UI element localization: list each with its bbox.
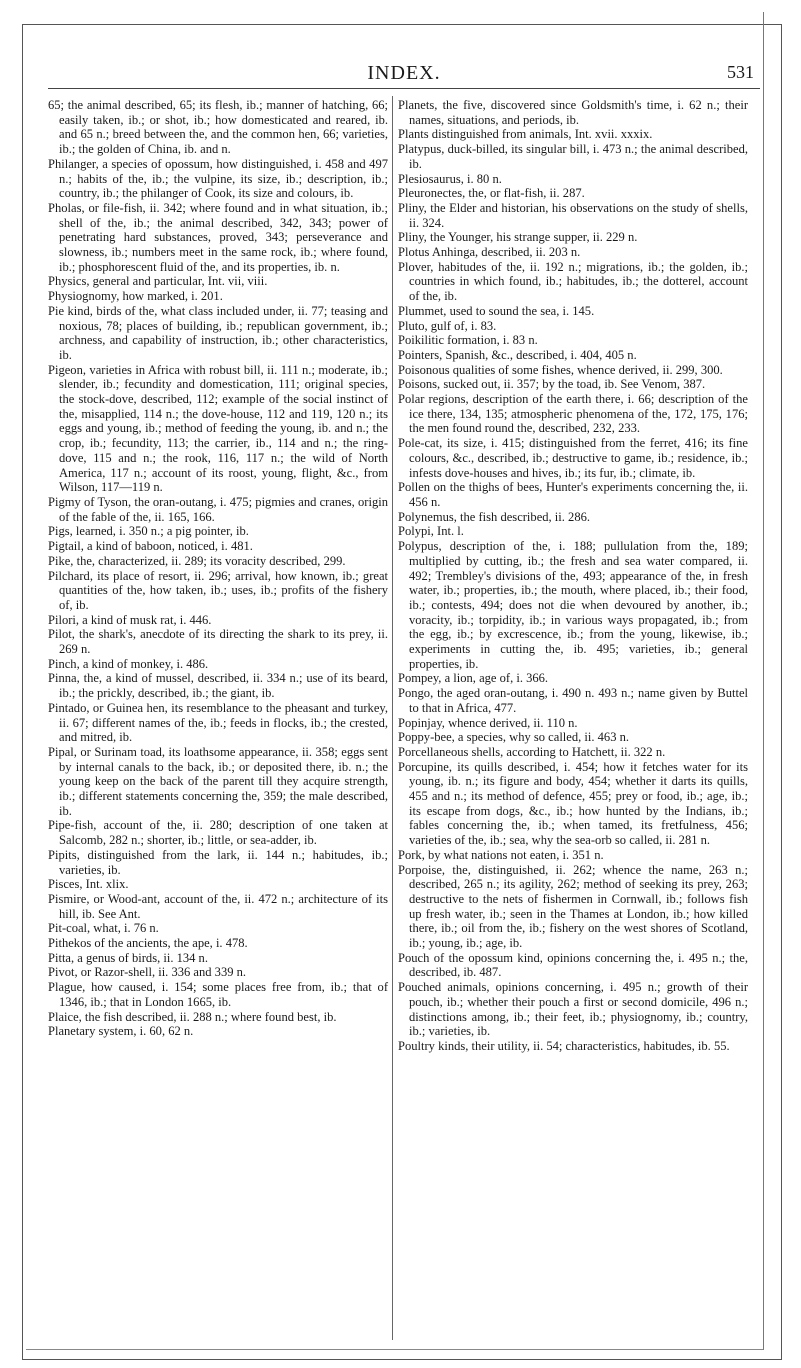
right-column	[398, 98, 748, 1054]
index-entry: Planets, the five, discovered since Goldsmith's time, i. 62 n.; their names, situations, and periods, ib.	[398, 98, 748, 127]
index-entry: Pithekos of the ancients, the ape, i. 478.	[48, 936, 248, 951]
index-entry: Poisons, sucked out, ii. 357; by the toad, ib. See Venom, 387.	[398, 377, 706, 392]
index-entry: Poikilitic formation, i. 83 n.	[398, 333, 538, 348]
index-entry: Pilori, a kind of musk rat, i. 446.	[48, 612, 212, 627]
index-entry: Pouch of the opossum kind, opinions concerning the, i. 495 n.; the, described, ib. 487.	[398, 950, 748, 980]
index-entry: Pipal, or Surinam toad, its loathsome appearance, ii. 358; eggs sent by internal canals to the back, ib.; or deposited there, ib. n.; the young keep on the back of the parent till they acquire strength, ib.; different statements concerning the, 359; the male described, ib.	[48, 744, 388, 818]
index-entry: Pinna, the, a kind of mussel, described, ii. 334 n.; use of its beard, ib.; the prickly, described, ib.; the giant, ib.	[48, 671, 388, 701]
index-entry: Pole-cat, its size, i. 415; distinguished from the ferret, 416; its fine colours, &c., described, ib.; destructive to game, ib.; residence, ib.; infests dove-houses and hives, ib.; its fur, ib.; climate, ib.	[398, 436, 748, 480]
index-entry: Pintado, or Guinea hen, its resemblance to the pheasant and turkey, ii. 67; different names of the, ib.; feeds in flocks, ib.; the crested, and mitred, ib.	[48, 700, 388, 745]
index-entry: Pollen on the thighs of bees, Hunter's experiments concerning the, ii. 456 n.	[398, 480, 748, 509]
index-entry: Plaice, the fish described, ii. 288 n.; where found best, ib.	[48, 1009, 337, 1024]
left-column	[48, 98, 388, 1039]
index-entry: Pongo, the aged oran-outang, i. 490 n. 493 n.; name given by Buttel to that in Africa, 477.	[398, 686, 748, 715]
index-entry: Pliny, the Elder and historian, his observations on the study of shells, ii. 324.	[398, 200, 748, 230]
index-entry: Poppy-bee, a species, why so called, ii. 463 n.	[398, 730, 630, 745]
index-entry: Pliny, the Younger, his strange supper, ii. 229 n.	[398, 230, 638, 245]
index-entry: Plague, how caused, i. 154; some places free from, ib.; that of 1346, ib.; that in London 1665, ib.	[48, 980, 388, 1009]
index-entry: Pigeon, varieties in Africa with robust bill, ii. 111 n.; moderate, ib.; slender, ib.; fecundity and domestication, 111; original species, the stock-dove, described, 112; example of the social instinct of the, misapplied, 114 n.; the dove-house, 112 and 119, 120 n.; its eggs and young, ib.; method of feeding the young, ib. and n.; the crop, ib.; fecundity, 113; the carrier, ib., 114 and n.; the ring-dove, 115 and n.; the rook, 116, 117 n.; the wild of North America, 117 n.; account of its roost, young, flight, &c., from Wilson, 117—119 n.	[48, 362, 388, 495]
index-entry: Pie kind, birds of the, what class included under, ii. 77; teasing and noxious, 78; places of building, ib.; republican government, ib.; archness, and capability of instruction, ib.; other characteristics, ib.	[48, 303, 388, 362]
index-entry: Pouched animals, opinions concerning, i. 495 n.; growth of their pouch, ib.; whether their pouch a first or second domicile, 496 n.; distinctions among, ib.; their feet, ib.; physiognomy, ib.; country, ib.; varieties, ib.	[398, 980, 748, 1039]
index-entry: Pilchard, its place of resort, ii. 296; arrival, how known, ib.; great quantities of the, how taken, ib.; uses, ib.; profits of the fishery of, ib.	[48, 568, 388, 612]
index-entry: Plesiosaurus, i. 80 n.	[398, 171, 502, 186]
running-header	[48, 44, 760, 90]
page-number: 531	[727, 62, 754, 82]
index-entry: Polypus, description of the, i. 188; pullulation from the, 189; multiplied by cutting, ib.; the fresh and sea water compared, ii. 492; Trembley's divisions of the, 493; appearance of the, in fresh water, ib.; properties, ib.; the mouth, where placed, ib.; their food, ib.; contests, 494; does not die when devoured by another, ib.; voracity, ib.; torpidity, ib.; in various ways propagated, ib.; from the egg, ib.; by excrescence, ib.; from the young, likewise, ib.; experiments in cutting the, ib. 495; varieties, ib.; general properties, ib.	[398, 539, 748, 671]
index-entry: Pitta, a genus of birds, ii. 134 n.	[48, 950, 208, 965]
index-entry: Pivot, or Razor-shell, ii. 336 and 339 n.	[48, 965, 247, 980]
index-entry: Pipe-fish, account of the, ii. 280; description of one taken at Salcomb, 282 n.; shorter, ib.; little, or sea-adder, ib.	[48, 818, 388, 848]
index-entry: Polypi, Int. l.	[398, 524, 464, 539]
index-entry: Pilot, the shark's, anecdote of its directing the shark to its prey, ii. 269 n.	[48, 627, 388, 657]
index-entry: Pigtail, a kind of baboon, noticed, i. 481.	[48, 539, 253, 554]
index-entry: Pigmy of Tyson, the oran-outang, i. 475; pigmies and cranes, origin of the fable of the, ii. 165, 166.	[48, 494, 388, 524]
index-entry: Porcupine, its quills described, i. 454; how it fetches water for its young, ib. n.; its figure and body, 454; whether it darts its quills, 455 and n.; its method of defence, 455; prey or food, ib.; age, ib.; its escape from dogs, &c., ib.; how hunted by the Indians, ib.; fables concerning the, ib.; when tamed, its fretfulness, 456; varieties of the, ib.; sea, why the sea-orb so called, ii. 281 n.	[398, 759, 748, 848]
index-entry: Pipits, distinguished from the lark, ii. 144 n.; habitudes, ib.; varieties, ib.	[48, 847, 388, 877]
index-entry: Porpoise, the, distinguished, ii. 262; whence the name, 263 n.; described, 265 n.; its agility, 262; method of seeking its prey, 263; destructive to the nets of fishermen in Cornwall, ib.; follows fish up fresh water, ib.; seen in the Thames at London, ib.; how killed there, ib.; oil from the, ib.; fishery on the west shores of Scotland, ib.; young, ib.; age, ib.	[398, 862, 748, 951]
index-entry: Pluto, gulf of, i. 83.	[398, 318, 497, 333]
index-entry: Pleuronectes, the, or flat-fish, ii. 287.	[398, 186, 585, 201]
index-entry: Pinch, a kind of monkey, i. 486.	[48, 656, 209, 671]
index-entry: Pork, by what nations not eaten, i. 351 n.	[398, 847, 604, 862]
index-entry: Platypus, duck-billed, its singular bill, i. 473 n.; the animal described, ib.	[398, 142, 748, 171]
index-entry: Plotus Anhinga, described, ii. 203 n.	[398, 245, 581, 260]
page-title: INDEX.	[367, 62, 441, 84]
index-entry: Plover, habitudes of the, ii. 192 n.; migrations, ib.; the golden, ib.; countries in which found, ib.; habitudes, ib.; the dotterel, account of the, ib.	[398, 259, 748, 304]
index-entry: Physiognomy, how marked, i. 201.	[48, 289, 223, 304]
index-entry: Polynemus, the fish described, ii. 286.	[398, 509, 591, 524]
index-entry: Pigs, learned, i. 350 n.; a pig pointer, ib.	[48, 524, 249, 539]
index-entry: Pike, the, characterized, ii. 289; its voracity described, 299.	[48, 553, 346, 568]
index-entry: Polar regions, description of the earth there, i. 66; description of the ice there, 134, 135; atmospheric phenomena of the, 172, 175, 176; the men found round the, described, 232, 233.	[398, 392, 748, 436]
index-entry: Pointers, Spanish, &c., described, i. 404, 405 n.	[398, 347, 637, 362]
index-entry: Physics, general and particular, Int. vii, viii.	[48, 274, 268, 289]
index-entry: Pisces, Int. xlix.	[48, 877, 129, 892]
index-entry: Philanger, a species of opossum, how distinguished, i. 458 and 497 n.; habits of the, ib.; the vulpine, its size, ib.; description, ib.; country, ib.; the philanger of Cook, its size and colours, ib.	[48, 156, 388, 201]
index-entry: Poisonous qualities of some fishes, whence derived, ii. 299, 300.	[398, 362, 723, 377]
index-entry: Planetary system, i. 60, 62 n.	[48, 1024, 194, 1039]
index-entry: Pompey, a lion, age of, i. 366.	[398, 671, 549, 686]
index-entry: Popinjay, whence derived, ii. 110 n.	[398, 715, 578, 730]
index-entry: Pholas, or file-fish, ii. 342; where found and in what situation, ib.; shell of the, ib.; the animal described, 342, 343; power of penetrating hard substances, proved, 343; perseverance and slowness, ib.; numbers meet in the same rock, ib.; where found, ib.; phosphorescent fluid of the, and its properties, ib. n.	[48, 200, 388, 274]
index-entry: Poultry kinds, their utility, ii. 54; characteristics, habitudes, ib. 55.	[398, 1039, 730, 1053]
index-entry: Plants distinguished from animals, Int. xvii. xxxix.	[398, 127, 653, 142]
index-entry: Pit-coal, what, i. 76 n.	[48, 921, 159, 936]
index-entry: Pismire, or Wood-ant, account of the, ii. 472 n.; architecture of its hill, ib. See Ant.	[48, 891, 388, 921]
index-entry: Porcellaneous shells, according to Hatchett, ii. 322 n.	[398, 744, 666, 759]
index-entry: Plummet, used to sound the sea, i. 145.	[398, 303, 595, 318]
column-divider	[392, 96, 393, 1340]
index-entry: 65; the animal described, 65; its flesh, ib.; manner of hatching, 66; easily taken, ib.; or shot, ib.; how domesticated and reared, ib. and 65 n.; breed between the, and the common hen, 66; varieties, ib.; the golden of China, ib. and n.	[48, 98, 388, 157]
header-rule	[48, 88, 760, 89]
